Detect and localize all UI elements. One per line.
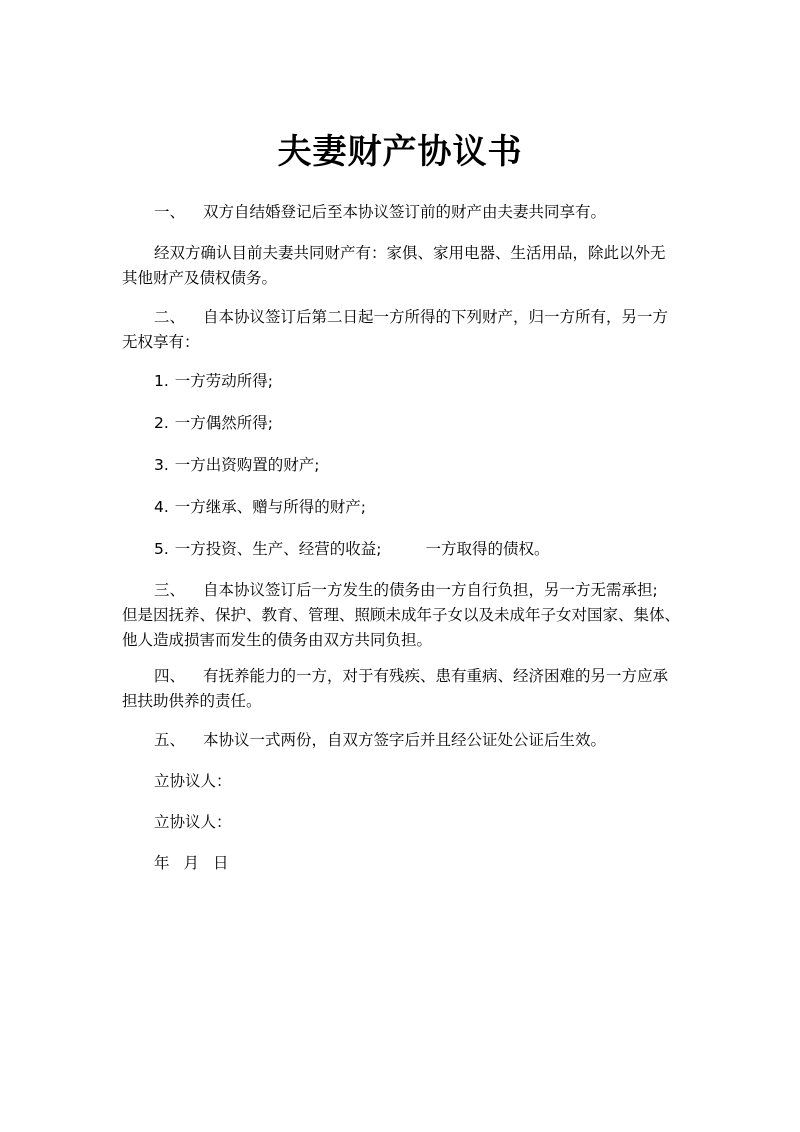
signature-line-2 [122, 810, 682, 835]
clause-3-line-1: 自本协议签订后一方发生的债务由一方自行负担，另一方无需承担; [203, 581, 658, 599]
clause-2 [122, 305, 682, 355]
signature-label: 立协议人： [154, 772, 232, 790]
date-day: 日 [213, 854, 229, 872]
clause-5-text: 本协议一式两份，自双方签字后并且经公证处公证后生效。 [203, 731, 607, 749]
clause-3-line-3: 他人造成损害而发生的债务由双方共同负担。 [122, 631, 433, 649]
item-3-text: 一方出资购置的财产; [174, 456, 320, 474]
clause-4 [122, 664, 682, 714]
clause-1 [122, 200, 682, 225]
item-5-number: 5. [154, 540, 169, 558]
list-item [122, 495, 682, 520]
item-5-text: 一方投资、生产、经营的收益; [174, 540, 382, 558]
clause-1-note [122, 241, 682, 291]
list-item [122, 411, 682, 436]
clause-2-number: 二、 [154, 308, 186, 326]
clause-2-line-2: 无权享有： [122, 333, 200, 351]
item-1-number: 1. [154, 372, 169, 390]
item-4-text: 一方继承、赠与所得的财产; [174, 498, 367, 516]
date-month: 月 [183, 854, 200, 872]
clause-4-line-2: 担扶助供养的责任。 [122, 692, 262, 710]
clause-5-number: 五、 [154, 731, 186, 749]
item-2-text: 一方偶然所得; [174, 414, 274, 432]
item-5-extra: 一方取得的债权。 [425, 540, 550, 558]
clause-3-number: 三、 [154, 581, 186, 599]
list-item [122, 537, 682, 562]
clause-1-text: 双方自结婚登记后至本协议签订前的财产由夫妻共同享有。 [203, 203, 607, 221]
clause-2-line-1: 自本协议签订后第二日起一方所得的下列财产，归一方所有，另一方 [203, 308, 669, 326]
clause-4-number: 四、 [154, 667, 186, 685]
signature-label: 立协议人： [154, 813, 232, 831]
item-1-text: 一方劳动所得; [174, 372, 274, 390]
clause-3-line-2: 但是因抚养、保护、教育、管理、照顾未成年子女以及未成年子女对国家、集体、 [122, 606, 681, 624]
clause-1-note-line-2: 其他财产及债权债务。 [122, 269, 278, 287]
item-2-number: 2. [154, 414, 169, 432]
item-4-number: 4. [154, 498, 169, 516]
clause-4-line-1: 有抚养能力的一方，对于有残疾、患有重病、经济困难的另一方应承 [203, 667, 669, 685]
clause-3 [122, 578, 682, 653]
clause-1-number: 一、 [154, 203, 186, 221]
date-line [122, 851, 682, 876]
signature-line-1 [122, 769, 682, 794]
document-title: 夫妻财产协议书 [277, 132, 523, 172]
list-item [122, 453, 682, 478]
item-3-number: 3. [154, 456, 169, 474]
list-item [122, 369, 682, 394]
clause-5 [122, 728, 682, 753]
clause-1-note-line-1: 经双方确认目前夫妻共同财产有：家俱、家用电器、生活用品，除此以外无 [154, 244, 666, 262]
date-year: 年 [154, 854, 170, 872]
